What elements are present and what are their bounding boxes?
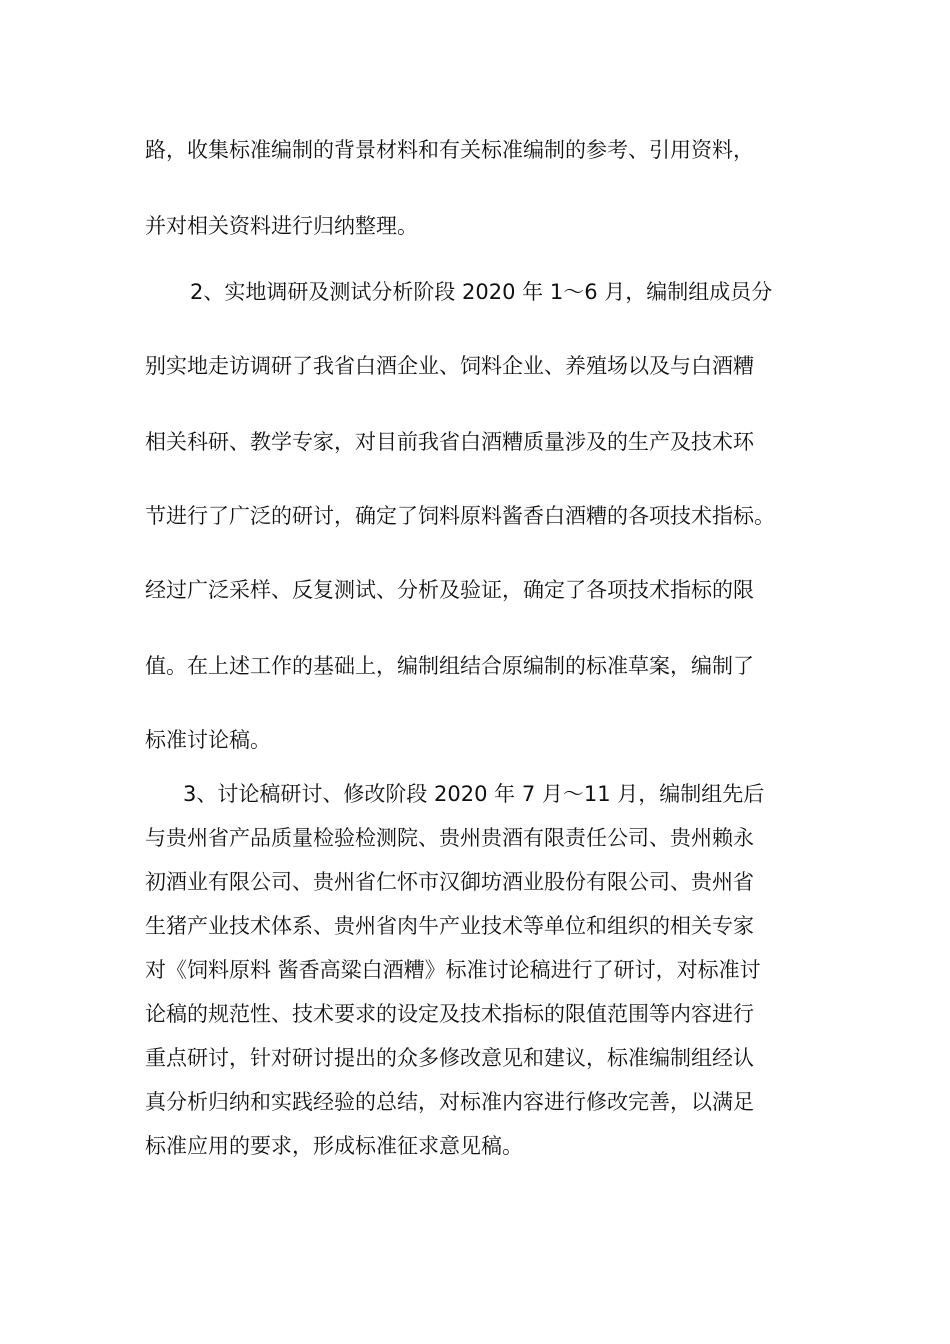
paragraph-3-line-9: 标准应用的要求，形成标准征求意见稿。 (145, 1134, 523, 1158)
paragraph-3-line-3: 初酒业有限公司、贵州省仁怀市汉御坊酒业股份有限公司、贵州省 (145, 870, 754, 894)
paragraph-2-line-2: 别实地走访调研了我省白酒企业、饲料企业、养殖场以及与白酒糟 (145, 354, 754, 378)
paragraph-2-line-7: 标准讨论稿。 (145, 728, 271, 752)
paragraph-2-line-3: 相关科研、教学专家，对目前我省白酒糟质量涉及的生产及技术环 (145, 430, 754, 454)
paragraph-2-line-1: 2、实地调研及测试分析阶段 2020 年 1～6 月，编制组成员分 (190, 280, 773, 304)
paragraph-3-line-7: 重点研讨，针对研讨提出的众多修改意见和建议，标准编制组经认 (145, 1046, 754, 1070)
paragraph-3-line-2: 与贵州省产品质量检验检测院、贵州贵酒有限责任公司、贵州赖永 (145, 826, 754, 850)
paragraph-3-line-6: 论稿的规范性、技术要求的设定及技术指标的限值范围等内容进行 (145, 1002, 754, 1026)
paragraph-3-line-4: 生猪产业技术体系、贵州省肉牛产业技术等单位和组织的相关专家 (145, 914, 754, 938)
paragraph-1-line-1: 路，收集标准编制的背景材料和有关标准编制的参考、引用资料， (145, 138, 754, 162)
paragraph-3-line-1: 3、讨论稿研讨、修改阶段 2020 年 7 月～11 月，编制组先后 (183, 782, 765, 806)
paragraph-2-line-5: 经过广泛采样、反复测试、分析及验证，确定了各项技术指标的限 (145, 578, 754, 602)
paragraph-1-line-2: 并对相关资料进行归纳整理。 (145, 214, 418, 238)
paragraph-3-line-5: 对《饲料原料 酱香高粱白酒糟》标准讨论稿进行了研讨，对标准讨 (145, 958, 761, 982)
paragraph-2-line-6: 值。在上述工作的基础上，编制组结合原编制的标准草案，编制了 (145, 654, 754, 678)
paragraph-2-line-4: 节进行了广泛的研讨，确定了饲料原料酱香白酒糟的各项技术指标。 (145, 504, 775, 528)
paragraph-3-line-8: 真分析归纳和实践经验的总结，对标准内容进行修改完善，以满足 (145, 1090, 754, 1114)
